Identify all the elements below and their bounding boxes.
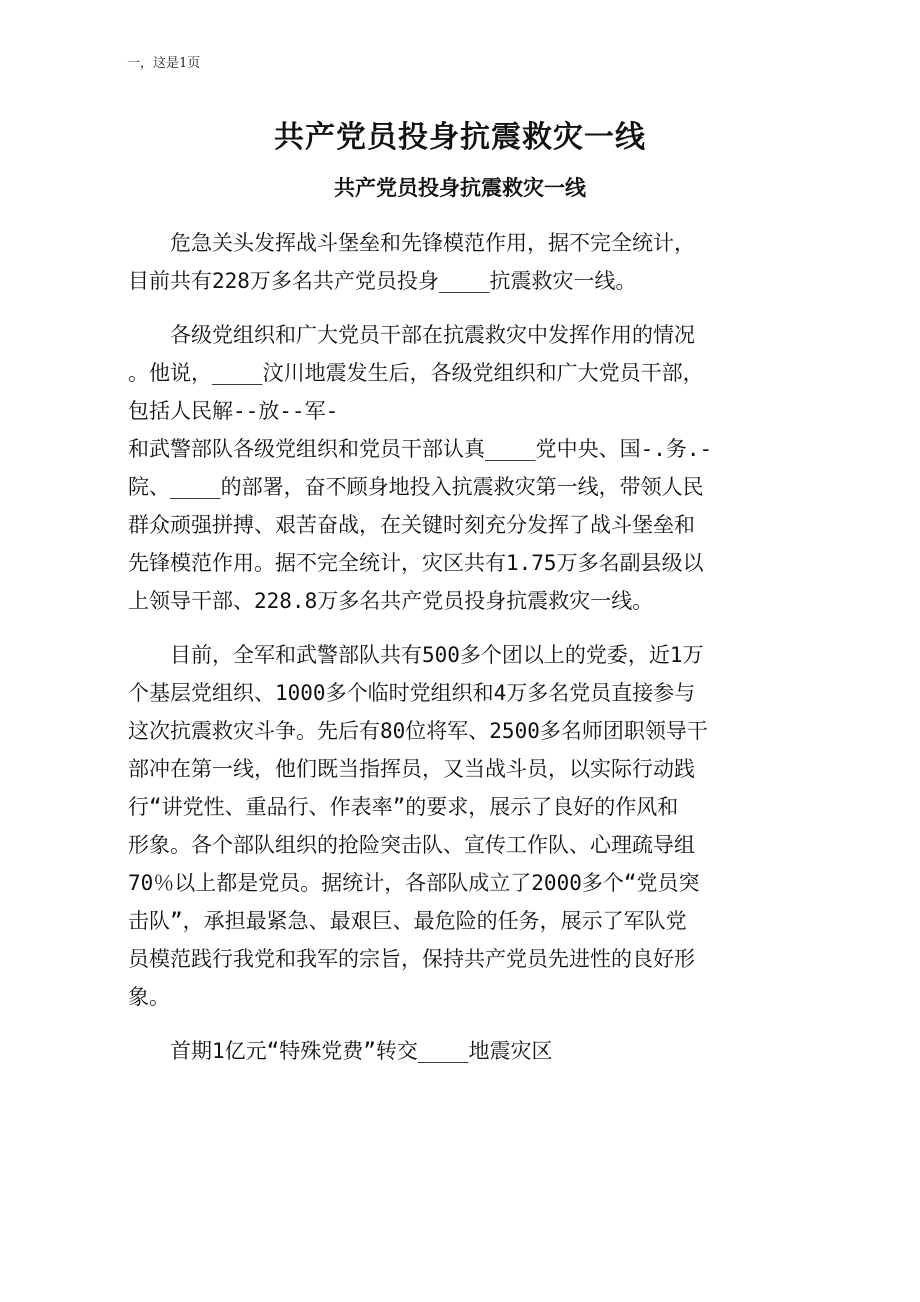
page-header-note: 一，这是1页 xyxy=(127,56,201,71)
paragraph-line: 员模范践行我党和我军的宗旨，保持共产党员先进性的良好形 xyxy=(128,947,695,971)
paragraph-line: 这次抗震救灾斗争。先后有80位将军、2500多名师团职领导干 xyxy=(128,719,708,743)
paragraph-1 xyxy=(128,224,798,300)
document-subtitle: 共产党员投身抗震救灾一线 xyxy=(334,176,586,200)
paragraph-line: 70％以上都是党员。据统计，各部队成立了2000多个“党员突 xyxy=(128,871,700,895)
paragraph-line: 首期1亿元“特殊党费”转交____地震灾区 xyxy=(170,1039,553,1063)
paragraph-line: 。他说，____汶川地震发生后，各级党组织和广大党员干部， xyxy=(128,361,704,385)
paragraph-line: 目前，全军和武警部队共有500多个团以上的党委，近1万 xyxy=(170,643,704,667)
paragraph-line: 部冲在第一线，他们既当指挥员，又当战斗员，以实际行动践 xyxy=(128,757,695,781)
paragraph-line: 先锋模范作用。据不完全统计，灾区共有1.75万多名副县级以 xyxy=(128,551,704,575)
document-body xyxy=(128,224,798,1086)
paragraph-line: 象。 xyxy=(128,985,170,1009)
paragraph-2 xyxy=(128,316,798,620)
paragraph-line: 目前共有228万多名共产党员投身____抗震救灾一线。 xyxy=(128,269,637,293)
paragraph-line: 个基层党组织、1000多个临时党组织和4万多名党员直接参与 xyxy=(128,681,696,705)
paragraph-line: 行“讲党性、重品行、作表率”的要求，展示了良好的作风和 xyxy=(128,795,679,819)
paragraph-3 xyxy=(128,636,798,1016)
paragraph-line: 形象。各个部队组织的抢险突击队、宣传工作队、心理疏导组 xyxy=(128,833,695,857)
paragraph-line: 击队”，承担最紧急、最艰巨、最危险的任务，展示了军队党 xyxy=(128,909,687,933)
paragraph-line: 群众顽强拼搏、艰苦奋战，在关键时刻充分发挥了战斗堡垒和 xyxy=(128,513,695,537)
document-title: 共产党员投身抗震救灾一线 xyxy=(274,120,646,155)
paragraph-line: 危急关头发挥战斗堡垒和先锋模范作用，据不完全统计， xyxy=(170,231,695,255)
paragraph-line: 上领导干部、228.8万多名共产党员投身抗震救灾一线。 xyxy=(128,589,654,613)
paragraph-line: 包括人民解--放--军- xyxy=(128,399,339,423)
paragraph-4 xyxy=(128,1032,798,1070)
paragraph-line: 和武警部队各级党组织和党员干部认真____党中央、国-.务.- xyxy=(128,437,713,461)
paragraph-line: 院、____的部署，奋不顾身地投入抗震救灾第一线，带领人民 xyxy=(128,475,704,499)
paragraph-line: 各级党组织和广大党员干部在抗震救灾中发挥作用的情况 xyxy=(170,323,695,347)
